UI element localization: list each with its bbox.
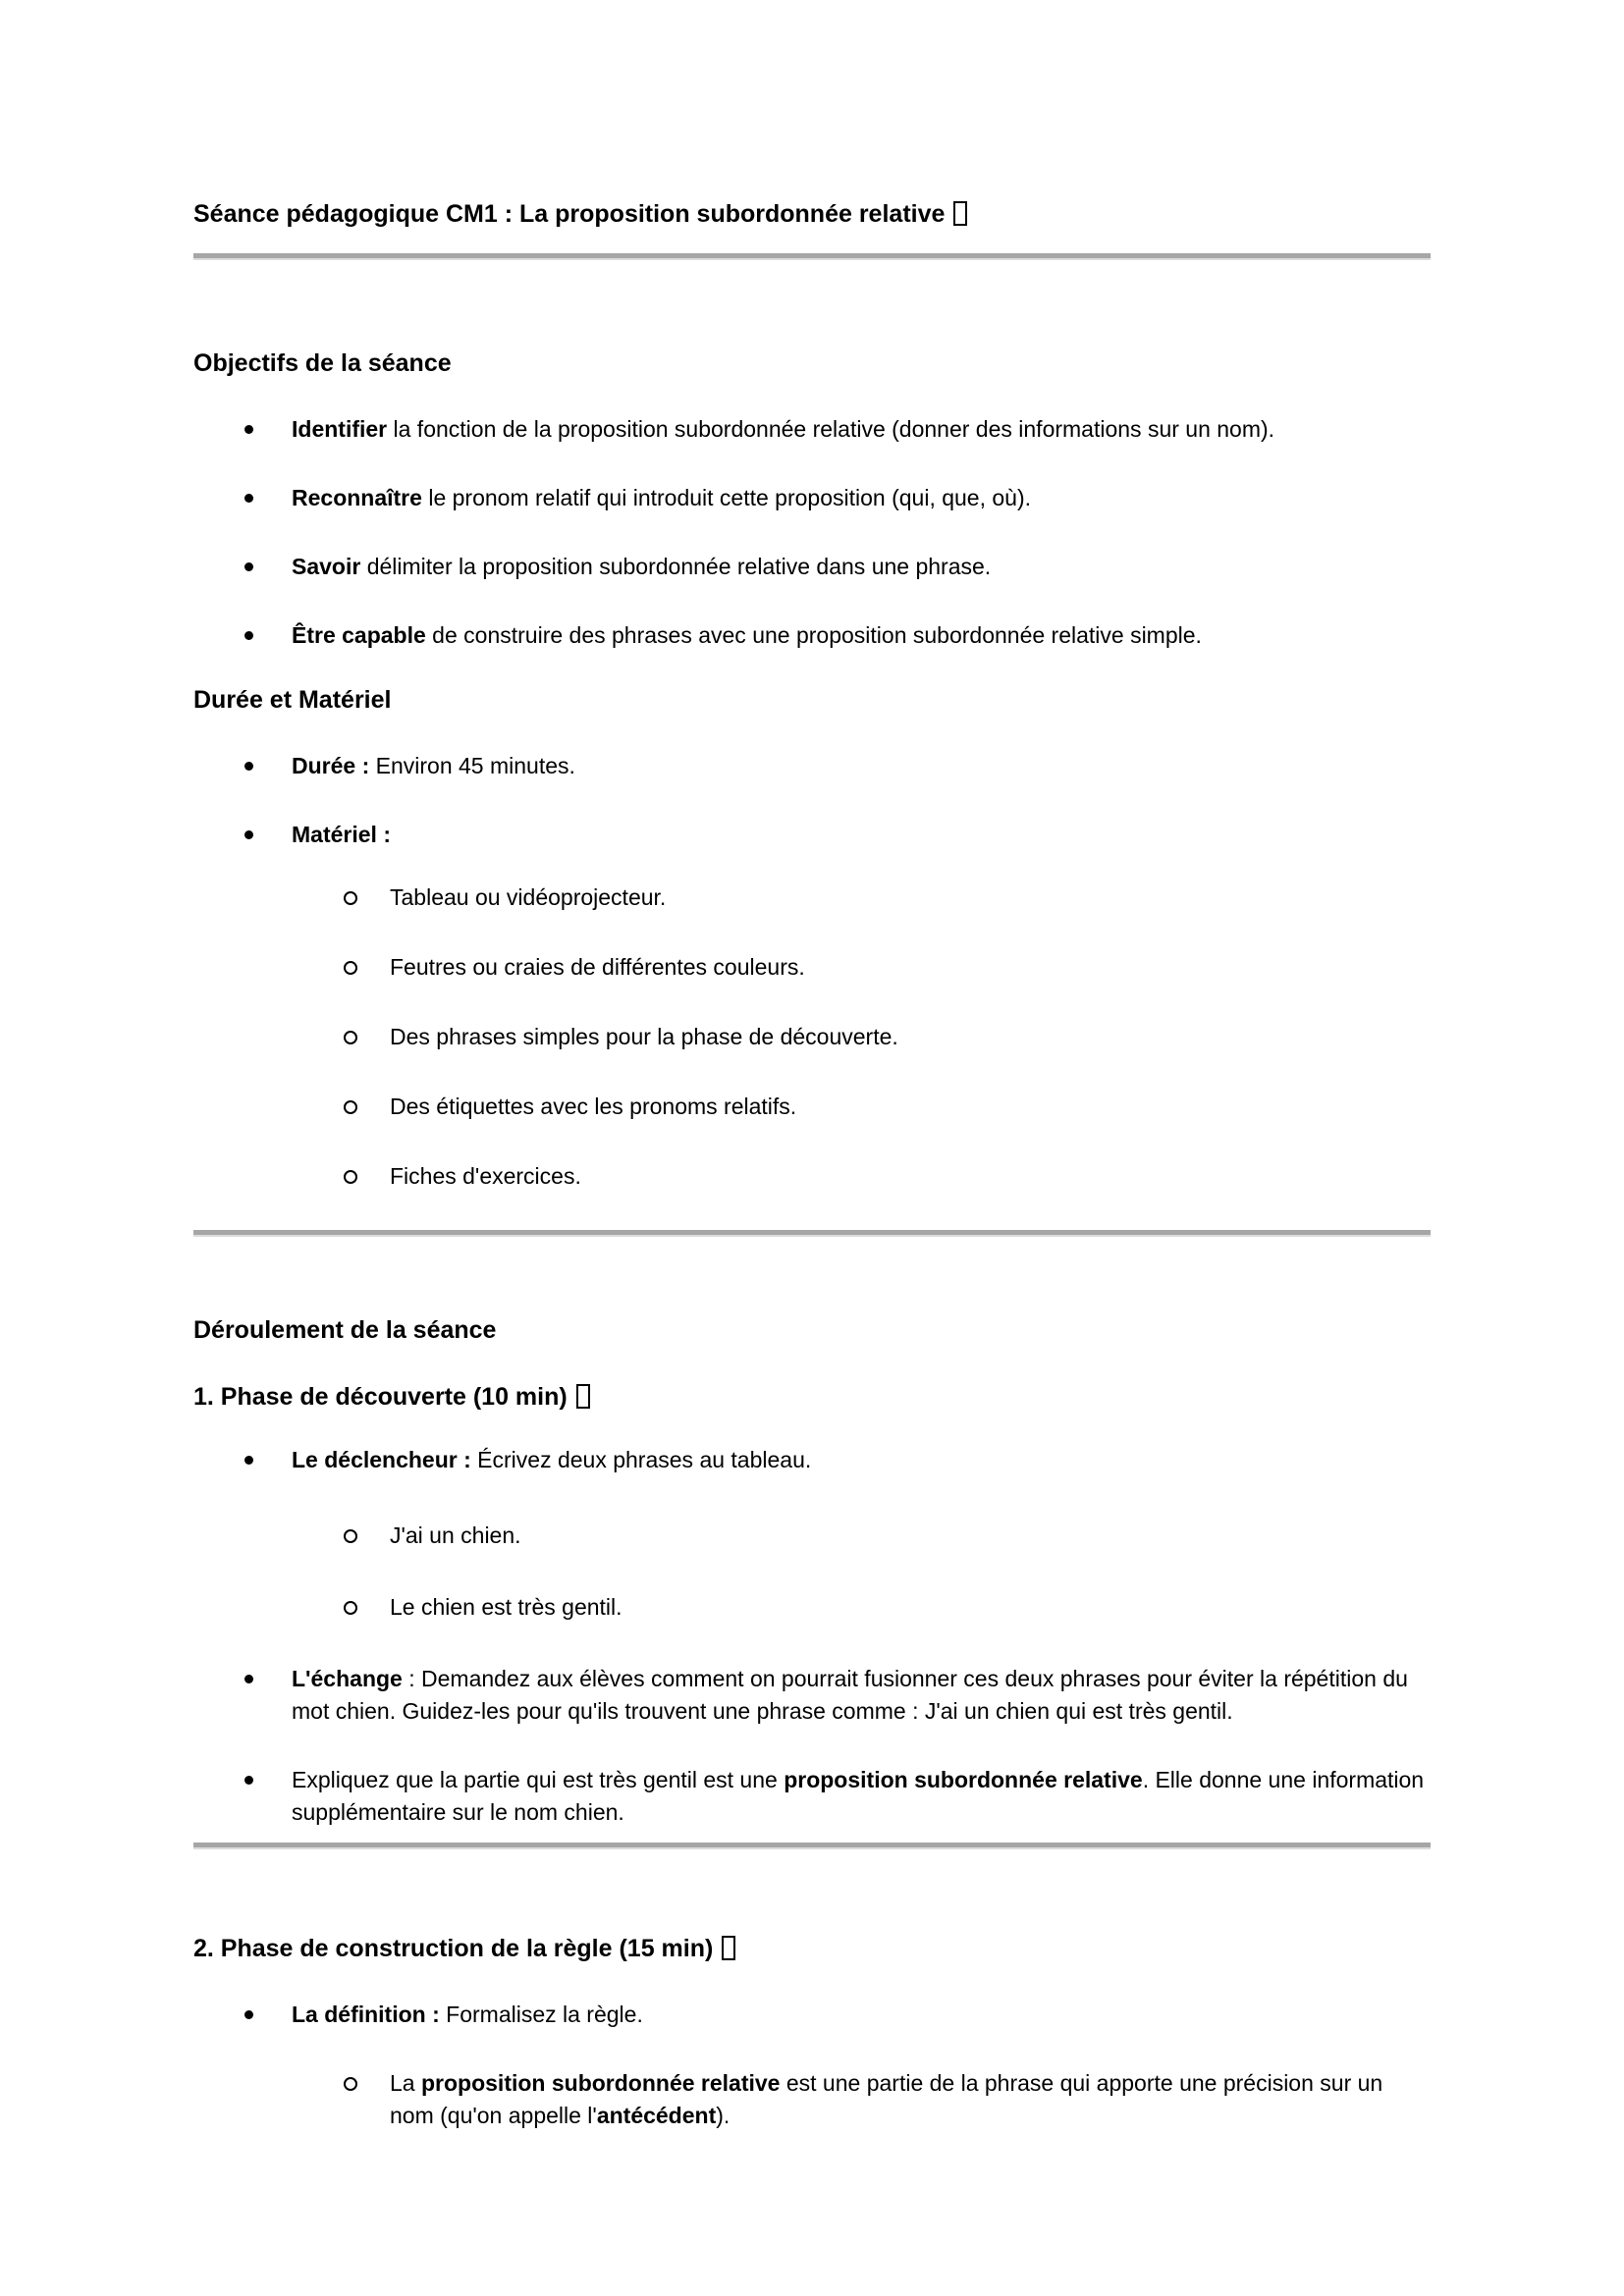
objectifs-list <box>193 413 1431 652</box>
bullet-icon <box>244 2010 253 2019</box>
item-text: de construire des phrases avec une proposition subordonnée relative simple. <box>425 622 1202 648</box>
missing-emoji-glyph-icon <box>722 1936 735 1960</box>
item-text: Des étiquettes avec les pronoms relatifs. <box>390 1094 797 1119</box>
list-item <box>193 1444 1431 1624</box>
section-heading-phase1: 1. Phase de découverte (10 min) <box>193 1382 1431 1412</box>
item-text: Le chien est très gentil. <box>390 1594 623 1620</box>
item-text: délimiter la proposition subordonnée relative dans une phrase. <box>360 554 992 579</box>
bullet-icon <box>244 762 253 771</box>
list-item <box>292 2067 1431 2132</box>
horizontal-rule <box>193 1230 1431 1237</box>
bullet-icon <box>244 631 253 640</box>
item-lead: Savoir <box>292 554 361 579</box>
item-lead: Le déclencheur : <box>292 1447 471 1472</box>
bullet-icon <box>244 494 253 503</box>
list-item <box>193 551 1431 583</box>
bullet-icon <box>244 1776 253 1785</box>
section-heading-deroulement: Déroulement de la séance <box>193 1316 497 1344</box>
list-item <box>292 1591 1431 1624</box>
item-text: la fonction de la proposition subordonnée relative (donner des informations sur un nom). <box>387 416 1275 442</box>
circle-bullet-icon <box>344 1100 357 1114</box>
missing-emoji-glyph-icon <box>576 1384 590 1409</box>
list-item <box>193 1764 1431 1829</box>
bullet-icon <box>244 830 253 839</box>
item-text: Fiches d'exercices. <box>390 1163 581 1189</box>
list-item <box>193 1663 1431 1728</box>
list-item <box>193 750 1431 782</box>
item-text: La <box>390 2070 421 2096</box>
item-text: Expliquez que la partie qui est très gentil est une <box>292 1767 785 1792</box>
list-item <box>193 1999 1431 2132</box>
item-emphasis: proposition subordonnée relative <box>784 1767 1143 1792</box>
circle-bullet-icon <box>344 1031 357 1044</box>
item-text: . Elle donne une information supplémentaire sur le nom chien. <box>292 1767 1425 1825</box>
item-text: Des phrases simples pour la phase de découverte. <box>390 1024 898 1049</box>
item-text: Feutres ou craies de différentes couleurs. <box>390 954 805 980</box>
item-lead: La définition : <box>292 2002 440 2027</box>
horizontal-rule <box>193 253 1431 260</box>
circle-bullet-icon <box>344 1170 357 1184</box>
list-item <box>292 1520 1431 1552</box>
item-text: J'ai un chien. <box>390 1522 521 1548</box>
circle-bullet-icon <box>344 961 357 975</box>
horizontal-rule <box>193 1842 1431 1849</box>
item-text: Environ 45 minutes. <box>369 753 575 778</box>
item-text: Formalisez la règle. <box>439 2002 643 2027</box>
circle-bullet-icon <box>344 1601 357 1615</box>
list-item <box>193 819 1431 1193</box>
phrases-sublist <box>292 1520 1431 1624</box>
section-heading-objectifs: Objectifs de la séance <box>193 349 452 377</box>
document-title-text: Séance pédagogique CM1 : La proposition subordonnée relative <box>193 200 946 228</box>
bullet-icon <box>244 425 253 434</box>
bullet-icon <box>244 1456 253 1465</box>
missing-emoji-glyph-icon <box>953 201 967 226</box>
bullet-icon <box>244 1675 253 1683</box>
item-lead: L'échange <box>292 1666 403 1691</box>
item-lead: Reconnaître <box>292 485 422 510</box>
section-heading-duree-materiel: Durée et Matériel <box>193 686 392 714</box>
item-lead: Matériel : <box>292 822 391 847</box>
phase2-list <box>193 1999 1431 2132</box>
item-lead: Identifier <box>292 416 388 442</box>
item-text: : Demandez aux élèves comment on pourrait fusionner ces deux phrases pour éviter la répétition du mot chien. Guidez-les pour qu'ils trouvent une phrase comme : J'ai un chien qui est très gentil. <box>292 1666 1408 1724</box>
list-item <box>292 951 1431 984</box>
list-item <box>292 881 1431 914</box>
list-item <box>193 413 1431 446</box>
item-lead: Durée : <box>292 753 370 778</box>
duree-materiel-list <box>193 750 1431 1193</box>
list-item <box>292 1021 1431 1053</box>
item-text: Tableau ou vidéoprojecteur. <box>390 884 667 910</box>
regle-sublist <box>292 2067 1431 2132</box>
item-text: est une partie de la phrase qui apporte une précision sur un nom (qu'on appelle l' <box>390 2070 1383 2128</box>
phase1-list <box>193 1444 1431 1829</box>
document-title <box>193 199 1431 229</box>
materiel-sublist <box>292 881 1431 1193</box>
list-item <box>292 1091 1431 1123</box>
list-item <box>292 1160 1431 1193</box>
circle-bullet-icon <box>344 1529 357 1543</box>
item-text: ). <box>716 2103 731 2128</box>
circle-bullet-icon <box>344 2077 357 2091</box>
item-emphasis: proposition subordonnée relative <box>420 2070 781 2096</box>
section-heading-phase2: 2. Phase de construction de la règle (15 min) <box>193 1934 1431 1963</box>
item-text: Écrivez deux phrases au tableau. <box>470 1447 812 1472</box>
list-item <box>193 619 1431 652</box>
list-item <box>193 482 1431 514</box>
circle-bullet-icon <box>344 891 357 905</box>
item-emphasis: antécédent <box>596 2103 717 2128</box>
item-text: le pronom relatif qui introduit cette proposition (qui, que, où). <box>421 485 1032 510</box>
bullet-icon <box>244 562 253 571</box>
item-lead: Être capable <box>292 622 426 648</box>
